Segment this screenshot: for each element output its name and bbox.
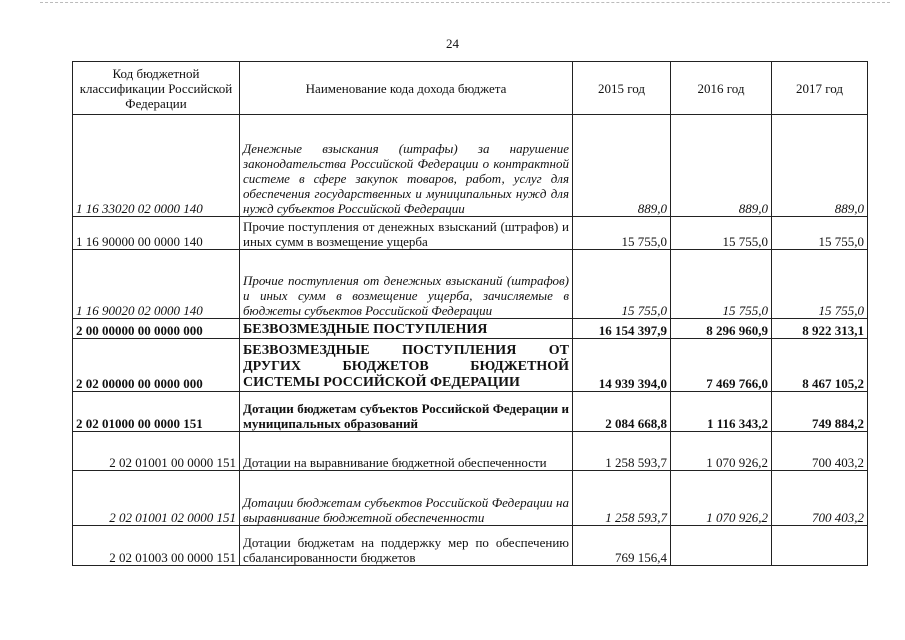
row-value-2016: 8 296 960,9 [671,319,772,339]
row-code: 2 00 00000 00 0000 000 [73,319,240,339]
scan-top-rule [40,2,890,3]
table-row [73,339,868,392]
row-value-2015: 2 084 668,8 [573,392,671,432]
row-value-2017: 15 755,0 [772,217,868,250]
row-value-2017: 889,0 [772,115,868,217]
row-name: БЕЗВОЗМЕЗДНЫЕ ПОСТУПЛЕНИЯ [240,319,573,339]
table-row [73,526,868,566]
row-code: 2 02 01001 00 0000 151 [73,432,240,471]
row-value-2017: 700 403,2 [772,432,868,471]
row-value-2016: 15 755,0 [671,217,772,250]
row-value-2016: 1 070 926,2 [671,432,772,471]
budget-revenue-table [72,61,868,566]
row-code: 2 02 01001 02 0000 151 [73,471,240,526]
header-name: Наименование кода дохода бюджета [240,62,573,115]
row-value-2015: 16 154 397,9 [573,319,671,339]
header-code: Код бюджетной классификации Российской Федерации [73,62,240,115]
row-value-2015: 15 755,0 [573,250,671,319]
row-value-2015: 1 258 593,7 [573,432,671,471]
row-name: Дотации на выравнивание бюджетной обеспеченности [240,432,573,471]
row-value-2015: 15 755,0 [573,217,671,250]
table-row [73,115,868,217]
row-value-2016: 1 070 926,2 [671,471,772,526]
row-name: Дотации бюджетам субъектов Российской Федерации на выравнивание бюджетной обеспеченности [240,471,573,526]
table-row [73,217,868,250]
row-code: 2 02 00000 00 0000 000 [73,339,240,392]
row-value-2016: 15 755,0 [671,250,772,319]
row-value-2017: 749 884,2 [772,392,868,432]
table-row [73,471,868,526]
table-row [73,250,868,319]
header-2016: 2016 год [671,62,772,115]
page-number: 24 [446,36,459,51]
row-value-2017: 8 922 313,1 [772,319,868,339]
table-row [73,392,868,432]
row-value-2017 [772,526,868,566]
table-row [73,319,868,339]
row-value-2017: 15 755,0 [772,250,868,319]
row-code: 1 16 90020 02 0000 140 [73,250,240,319]
row-code: 1 16 90000 00 0000 140 [73,217,240,250]
table-row [73,432,868,471]
header-2015: 2015 год [573,62,671,115]
row-value-2017: 8 467 105,2 [772,339,868,392]
row-value-2016: 7 469 766,0 [671,339,772,392]
row-value-2015: 14 939 394,0 [573,339,671,392]
row-value-2015: 1 258 593,7 [573,471,671,526]
row-value-2015: 769 156,4 [573,526,671,566]
row-code: 1 16 33020 02 0000 140 [73,115,240,217]
row-code: 2 02 01000 00 0000 151 [73,392,240,432]
row-value-2015: 889,0 [573,115,671,217]
row-name: Прочие поступления от денежных взысканий (штрафов) и иных сумм в возмещение ущерба [240,217,573,250]
row-name: Прочие поступления от денежных взысканий (штрафов) и иных сумм в возмещение ущерба, зачисляемые в бюджеты субъектов Российской Федерации [240,250,573,319]
row-name: Дотации бюджетам субъектов Российской Федерации и муниципальных образований [240,392,573,432]
row-value-2016 [671,526,772,566]
row-name: Дотации бюджетам на поддержку мер по обеспечению сбалансированности бюджетов [240,526,573,566]
row-value-2016: 1 116 343,2 [671,392,772,432]
row-code: 2 02 01003 00 0000 151 [73,526,240,566]
row-value-2017: 700 403,2 [772,471,868,526]
table-header-row [73,62,868,115]
row-name: Денежные взыскания (штрафы) за нарушение законодательства Российской Федерации о контрактной системе в сфере закупок товаров, работ, услуг для обеспечения государственных и муниципальных нужд для нужд субъектов Российской Федерации [240,115,573,217]
header-2017: 2017 год [772,62,868,115]
row-name: БЕЗВОЗМЕЗДНЫЕ ПОСТУПЛЕНИЯ ОТ ДРУГИХ БЮДЖЕТОВ БЮДЖЕТНОЙ СИСТЕМЫ РОССИЙСКОЙ ФЕДЕРАЦИИ [240,339,573,392]
row-value-2016: 889,0 [671,115,772,217]
